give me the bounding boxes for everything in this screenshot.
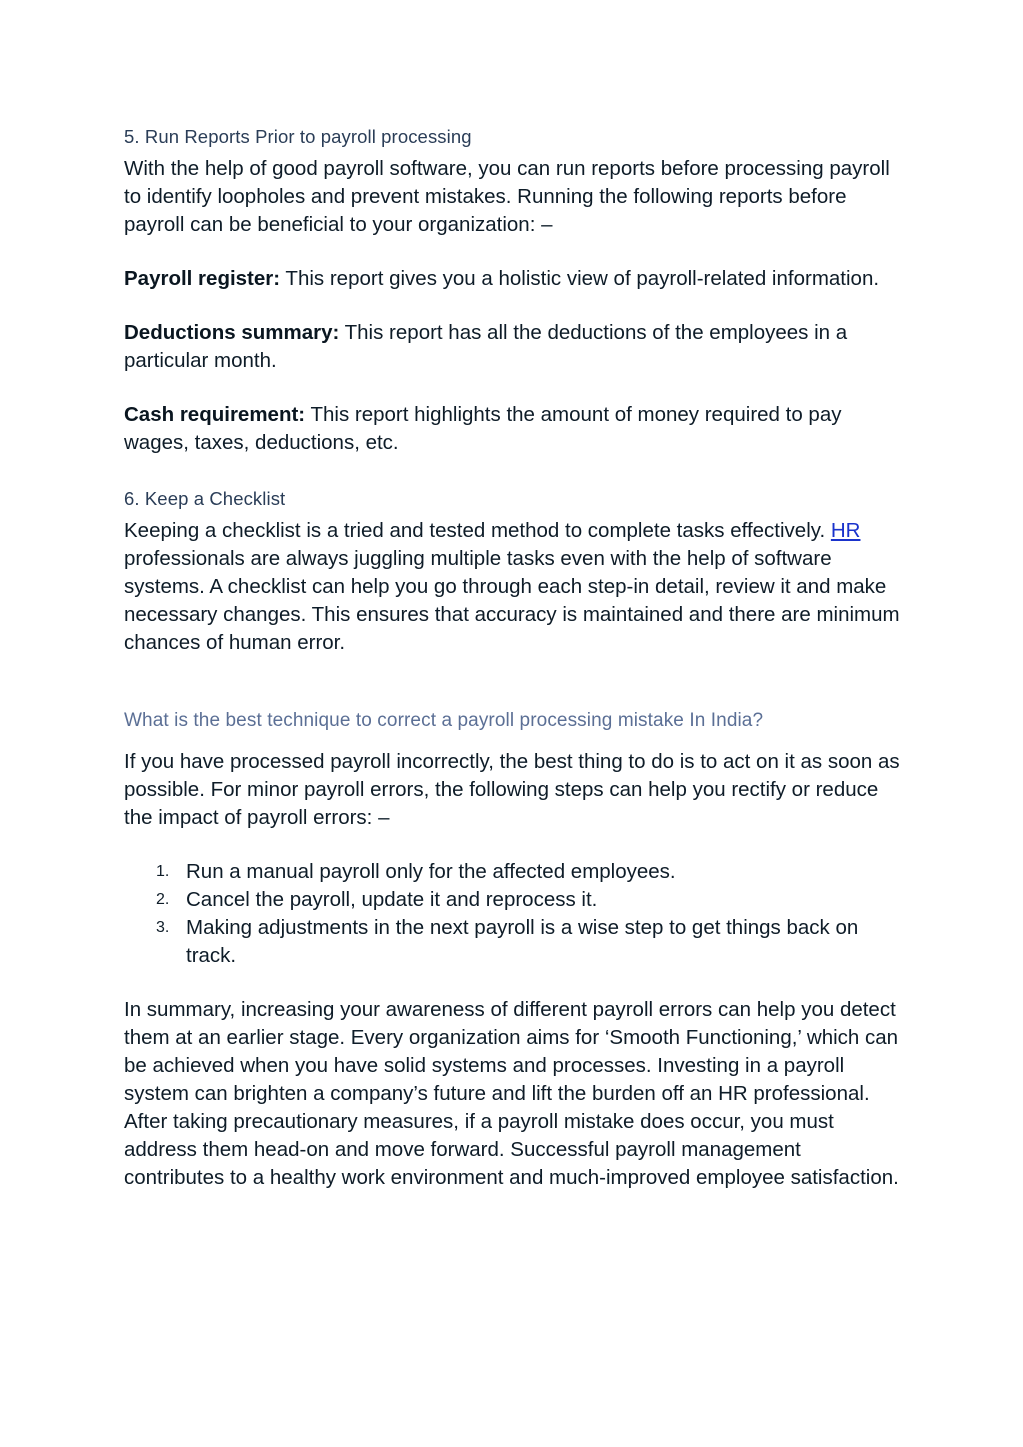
list-item: [124, 914, 904, 970]
report-payroll-register: [124, 265, 904, 293]
list-item-text: Run a manual payroll only for the affected employees.: [186, 860, 676, 883]
correction-question-heading: What is the best technique to correct a payroll processing mistake In India?: [124, 710, 764, 731]
section-6-text-after-link: professionals are always juggling multiple tasks even with the help of software systems. A checklist can help you go through each step-in detail, review it and make necessary changes. This ensures that accuracy is maintained and there are minimum chances of human error.: [124, 547, 900, 654]
document-page: [124, 120, 904, 1192]
list-item-text: Cancel the payroll, update it and reprocess it.: [186, 888, 598, 911]
report-label: Payroll register:: [124, 267, 281, 290]
report-label: Deductions summary:: [124, 321, 340, 344]
list-item-number: 2.: [156, 891, 170, 908]
report-description: This report has all the deductions of the employees in a particular month.: [124, 321, 848, 372]
report-cash-requirement: [124, 401, 904, 457]
summary-paragraph: In summary, increasing your awareness of different payroll errors can help you detect them at an earlier stage. Every organization aims for ‘Smooth Functioning,’ which can be achieved when you have solid systems and processes. Investing in a payroll system can brighten a company’s future and lift the burden off an HR professional. After taking precautionary measures, if a payroll mistake does occur, you must address them head-on and move forward. Successful payroll management contributes to a healthy work environment and much-improved employee satisfaction.: [124, 998, 899, 1189]
section-6-heading: 6. Keep a Checklist: [124, 488, 286, 509]
list-item-number: 1.: [156, 863, 170, 880]
correction-intro: If you have processed payroll incorrectly, the best thing to do is to act on it as soon as possible. For minor payroll errors, the following steps can help you rectify or reduce the impact of payroll errors: –: [124, 750, 900, 829]
list-item-number: 3.: [156, 919, 170, 936]
correction-steps-list: [124, 858, 904, 970]
section-5-heading: 5. Run Reports Prior to payroll processing: [124, 126, 472, 147]
section-6-text-before-link: Keeping a checklist is a tried and tested method to complete tasks effectively.: [124, 519, 831, 542]
report-description: This report gives you a holistic view of payroll-related information.: [280, 267, 880, 290]
list-item-text: Making adjustments in the next payroll is a wise step to get things back on track.: [186, 916, 859, 967]
list-item: [124, 858, 904, 886]
hr-link[interactable]: HR: [830, 519, 861, 542]
section-6-body: [124, 517, 904, 657]
report-deductions-summary: [124, 319, 904, 375]
list-item: [124, 886, 904, 914]
report-description: This report highlights the amount of money required to pay wages, taxes, deductions, etc.: [124, 403, 842, 454]
report-label: Cash requirement:: [124, 403, 306, 426]
section-5-intro: With the help of good payroll software, you can run reports before processing payroll to identify loopholes and prevent mistakes. Running the following reports before payroll can be beneficial to your organization: –: [124, 157, 890, 236]
